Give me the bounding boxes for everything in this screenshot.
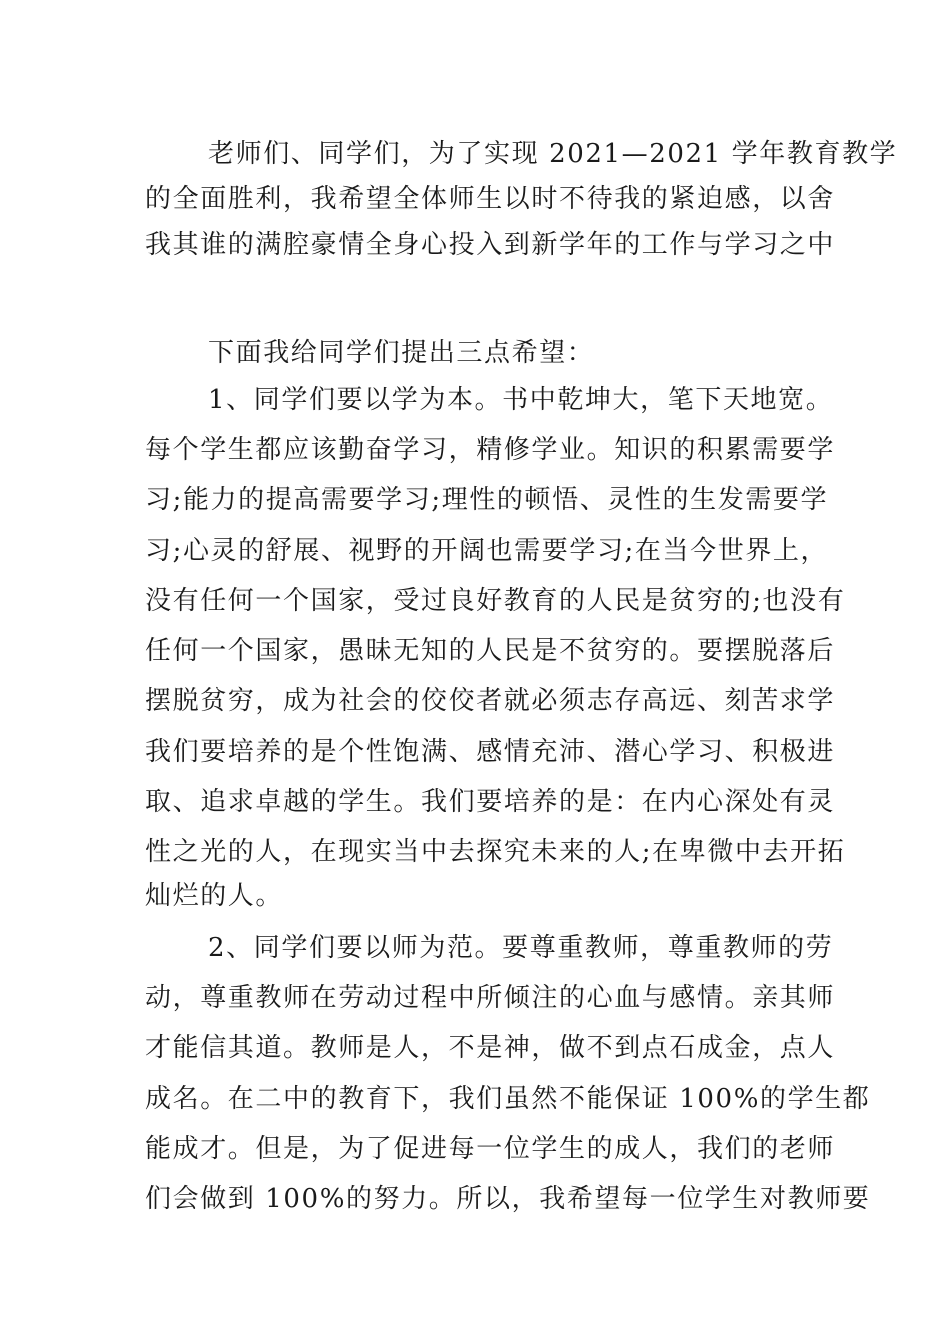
paragraph-1-line-2: 的全面胜利，我希望全体师生以时不待我的紧迫感，以舍 [145, 184, 836, 214]
paragraph-3-line-9: 取、追求卓越的学生。我们要培养的是：在内心深处有灵 [145, 787, 836, 817]
paragraph-4-line-1: 2、同学们要以师为范。要尊重教师，尊重教师的劳 [208, 933, 834, 963]
paragraph-3-line-2: 每个学生都应该勤奋学习，精修学业。知识的积累需要学 [145, 435, 836, 465]
paragraph-4-line-5: 能成才。但是，为了促进每一位学生的成人，我们的老师 [145, 1134, 836, 1164]
paragraph-3-line-7: 摆脱贫穷，成为社会的佼佼者就必须志存高远、刻苦求学 [145, 686, 836, 716]
paragraph-3-line-5: 没有任何一个国家，受过良好教育的人民是贫穷的;也没有 [145, 586, 846, 616]
paragraph-3-line-10: 性之光的人，在现实当中去探究未来的人;在卑微中去开拓 [145, 837, 846, 867]
paragraph-3-line-1: 1、同学们要以学为本。书中乾坤大，笔下天地宽。 [208, 385, 834, 415]
paragraph-4-line-4: 成名。在二中的教育下，我们虽然不能保证 100%的学生都 [145, 1084, 871, 1114]
paragraph-3-line-6: 任何一个国家，愚昧无知的人民是不贫穷的。要摆脱落后 [145, 636, 836, 666]
paragraph-3-line-3: 习;能力的提高需要学习;理性的顿悟、灵性的生发需要学 [145, 485, 829, 515]
paragraph-3-line-11: 灿烂的人。 [145, 881, 284, 911]
paragraph-4-line-2: 动，尊重教师在劳动过程中所倾注的心血与感情。亲其师 [145, 983, 836, 1013]
paragraph-4-line-3: 才能信其道。教师是人，不是神，做不到点石成金，点人 [145, 1033, 836, 1063]
paragraph-2-line-1: 下面我给同学们提出三点希望： [208, 338, 595, 368]
paragraph-1-line-1: 老师们、同学们，为了实现 2021—2021 学年教育教学 [208, 139, 898, 169]
paragraph-4-line-6: 们会做到 100%的努力。所以，我希望每一位学生对教师要 [145, 1184, 871, 1214]
paragraph-1-line-3: 我其谁的满腔豪情全身心投入到新学年的工作与学习之中 [145, 230, 836, 260]
paragraph-3-line-8: 我们要培养的是个性饱满、感情充沛、潜心学习、积极进 [145, 737, 836, 767]
paragraph-3-line-4: 习;心灵的舒展、视野的开阔也需要学习;在当今世界上， [145, 536, 829, 566]
